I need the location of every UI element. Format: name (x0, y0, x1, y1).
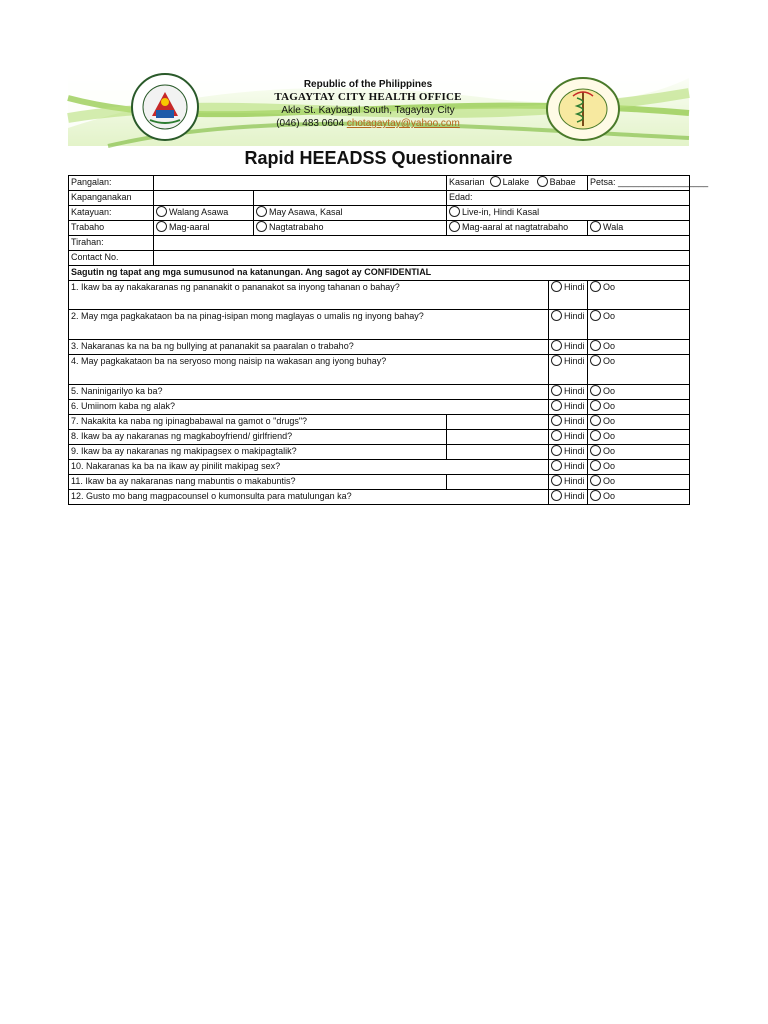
answer-yes-radio[interactable] (590, 490, 601, 501)
answer-yes-label: Oo (603, 282, 616, 292)
answer-yes-label: Oo (603, 356, 616, 366)
answer-yes-cell (588, 490, 690, 505)
question-row (69, 445, 690, 460)
answer-yes-radio[interactable] (590, 415, 601, 426)
answer-no-label: Hindi (564, 386, 585, 396)
work-both-cell (447, 221, 588, 236)
answer-yes-radio[interactable] (590, 475, 601, 486)
answer-yes-radio[interactable] (590, 400, 601, 411)
answer-yes-cell (588, 475, 690, 490)
status-single-radio[interactable] (156, 206, 167, 217)
answer-yes-radio[interactable] (590, 281, 601, 292)
work-student-label: Mag-aaral (169, 222, 210, 232)
sex-cell (447, 176, 588, 191)
address-field[interactable] (154, 236, 690, 251)
question-text: 11. Ikaw ba ay nakaranas nang mabuntis o makabuntis? (69, 475, 447, 490)
answer-no-radio[interactable] (551, 310, 562, 321)
answer-yes-cell (588, 385, 690, 400)
answer-no-label: Hindi (564, 461, 585, 471)
answer-no-label: Hindi (564, 282, 585, 292)
sex-female-label: Babae (549, 177, 576, 187)
name-label: Pangalan: (69, 176, 154, 191)
status-single-cell (154, 206, 254, 221)
name-row (69, 176, 690, 191)
contact-field[interactable] (154, 251, 690, 266)
answer-no-radio[interactable] (551, 415, 562, 426)
answer-no-label: Hindi (564, 491, 585, 501)
status-married-cell (254, 206, 447, 221)
contact-line (248, 117, 488, 130)
age-field[interactable]: Edad: (447, 191, 690, 206)
address-label: Tirahan: (69, 236, 154, 251)
status-livein-radio[interactable] (449, 206, 460, 217)
answer-no-radio[interactable] (551, 281, 562, 292)
question-row (69, 460, 690, 475)
question-text: 2. May mga pagkakataon ba na pinag-isipan mong maglayas o umalis ng inyong bahay? (69, 310, 549, 340)
answer-no-label: Hindi (564, 356, 585, 366)
date-field[interactable]: Petsa: __________________ (588, 176, 690, 191)
work-label: Trabaho (69, 221, 154, 236)
answer-yes-label: Oo (603, 431, 616, 441)
answer-no-cell (549, 281, 588, 310)
question-text: 8. Ikaw ba ay nakaranas ng magkaboyfriend/ girlfriend? (69, 430, 447, 445)
answer-yes-radio[interactable] (590, 310, 601, 321)
work-both-label: Mag-aaral at nagtatrabaho (462, 222, 569, 232)
answer-yes-label: Oo (603, 476, 616, 486)
page-title: Rapid HEEADSS Questionnaire (244, 148, 513, 168)
question-text: 6. Umiinom kaba ng alak? (69, 400, 549, 415)
answer-yes-cell (588, 355, 690, 385)
answer-no-label: Hindi (564, 401, 585, 411)
birthday-row (69, 191, 690, 206)
tagaytay-city-seal-icon (130, 72, 200, 142)
question-row (69, 281, 690, 310)
answer-yes-radio[interactable] (590, 445, 601, 456)
answer-yes-cell (588, 310, 690, 340)
answer-no-label: Hindi (564, 416, 585, 426)
office-address: Akle St. Kaybagal South, Tagaytay City (281, 105, 455, 116)
answer-no-cell (549, 340, 588, 355)
question-blank-cell (447, 430, 549, 445)
sex-female-radio[interactable] (537, 176, 548, 187)
question-text: 4. May pagkakataon ba na seryoso mong naisip na wakasan ang iyong buhay? (69, 355, 549, 385)
republic-line: Republic of the Philippines (303, 79, 433, 90)
contact-row (69, 251, 690, 266)
question-blank-cell (447, 415, 549, 430)
answer-yes-cell (588, 430, 690, 445)
answer-yes-label: Oo (603, 311, 616, 321)
office-phone: (046) 483 0604 (276, 118, 345, 129)
answer-yes-label: Oo (603, 386, 616, 396)
answer-no-radio[interactable] (551, 385, 562, 396)
answer-no-cell (549, 460, 588, 475)
question-text: 1. Ikaw ba ay nakakaranas ng pananakit o pananakot sa inyong tahanan o bahay? (69, 281, 549, 310)
status-single-label: Walang Asawa (169, 207, 229, 217)
work-working-label: Nagtatrabaho (269, 222, 324, 232)
answer-yes-radio[interactable] (590, 340, 601, 351)
answer-yes-label: Oo (603, 461, 616, 471)
answer-no-cell (549, 310, 588, 340)
question-text: 12. Gusto mo bang magpacounsel o kumonsulta para matulungan ka? (69, 490, 549, 505)
answer-yes-label: Oo (603, 401, 616, 411)
sex-male-label: Lalake (502, 177, 530, 187)
work-both-radio[interactable] (449, 221, 460, 232)
office-name: TAGAYTAY CITY HEALTH OFFICE (274, 91, 462, 103)
answer-yes-cell (588, 415, 690, 430)
answer-no-cell (549, 430, 588, 445)
status-livein-cell (447, 206, 690, 221)
status-label: Katayuan: (69, 206, 154, 221)
office-email-link[interactable]: chotagaytay@yahoo.com (346, 118, 460, 129)
sex-label: Kasarian (449, 177, 485, 187)
work-working-radio[interactable] (256, 221, 267, 232)
question-row (69, 415, 690, 430)
question-blank-cell (447, 445, 549, 460)
status-married-radio[interactable] (256, 206, 267, 217)
answer-no-radio[interactable] (551, 340, 562, 351)
answer-no-label: Hindi (564, 431, 585, 441)
question-text: 7. Nakakita ka naba ng ipinagbabawal na gamot o "drugs"? (69, 415, 447, 430)
answer-no-radio[interactable] (551, 355, 562, 366)
answer-no-label: Hindi (564, 476, 585, 486)
question-blank-cell (447, 475, 549, 490)
question-text: 9. Ikaw ba ay nakaranas ng makipagsex o makipagtalik? (69, 445, 447, 460)
question-row (69, 400, 690, 415)
answer-no-radio[interactable] (551, 460, 562, 471)
work-row (69, 221, 690, 236)
name-field[interactable] (154, 176, 447, 191)
status-livein-label: Live-in, Hindi Kasal (462, 207, 540, 217)
answer-no-radio[interactable] (551, 445, 562, 456)
answer-yes-radio[interactable] (590, 385, 601, 396)
question-row (69, 340, 690, 355)
answer-no-cell (549, 445, 588, 460)
work-working-cell (254, 221, 447, 236)
question-row (69, 355, 690, 385)
birthday-field[interactable] (154, 191, 254, 206)
answer-no-cell (549, 415, 588, 430)
question-row (69, 475, 690, 490)
instructions-row (69, 266, 690, 281)
status-married-label: May Asawa, Kasal (269, 207, 343, 217)
question-text: 3. Nakaranas ka na ba ng bullying at pananakit sa paaralan o trabaho? (69, 340, 549, 355)
answer-yes-label: Oo (603, 491, 616, 501)
question-row (69, 490, 690, 505)
answer-no-label: Hindi (564, 311, 585, 321)
answer-yes-label: Oo (603, 416, 616, 426)
answer-no-radio[interactable] (551, 475, 562, 486)
question-text: 5. Naninigarilyo ka ba? (69, 385, 549, 400)
city-health-office-seal-icon (545, 76, 621, 142)
answer-yes-cell (588, 340, 690, 355)
answer-yes-label: Oo (603, 341, 616, 351)
answer-yes-cell (588, 445, 690, 460)
answer-yes-cell (588, 460, 690, 475)
status-row (69, 206, 690, 221)
answer-no-cell (549, 385, 588, 400)
question-row (69, 385, 690, 400)
answer-yes-cell (588, 400, 690, 415)
letterhead (68, 68, 689, 146)
sex-male-radio[interactable] (490, 176, 501, 187)
answer-no-radio[interactable] (551, 430, 562, 441)
answer-no-radio[interactable] (551, 400, 562, 411)
answer-no-cell (549, 475, 588, 490)
birthday-label: Kapanganakan (69, 191, 154, 206)
answer-yes-label: Oo (603, 446, 616, 456)
work-student-radio[interactable] (156, 221, 167, 232)
work-none-radio[interactable] (590, 221, 601, 232)
answer-no-label: Hindi (564, 446, 585, 456)
answer-yes-radio[interactable] (590, 430, 601, 441)
question-row (69, 430, 690, 445)
answer-no-cell (549, 490, 588, 505)
work-none-cell (588, 221, 690, 236)
contact-label: Contact No. (69, 251, 154, 266)
answer-yes-cell (588, 281, 690, 310)
birthday-field-extra[interactable] (254, 191, 447, 206)
answer-no-radio[interactable] (551, 490, 562, 501)
answer-yes-radio[interactable] (590, 355, 601, 366)
work-student-cell (154, 221, 254, 236)
instructions-text: Sagutin ng tapat ang mga sumusunod na katanungan. Ang sagot ay CONFIDENTIAL (69, 266, 690, 281)
question-row (69, 310, 690, 340)
questionnaire-table (68, 175, 709, 505)
address-row (69, 236, 690, 251)
answer-no-cell (549, 355, 588, 385)
work-none-label: Wala (603, 222, 624, 232)
question-text: 10. Nakaranas ka ba na ikaw ay pinilit makipag sex? (69, 460, 549, 475)
answer-no-label: Hindi (564, 341, 585, 351)
answer-yes-radio[interactable] (590, 460, 601, 471)
letterhead-text (248, 78, 488, 130)
answer-no-cell (549, 400, 588, 415)
